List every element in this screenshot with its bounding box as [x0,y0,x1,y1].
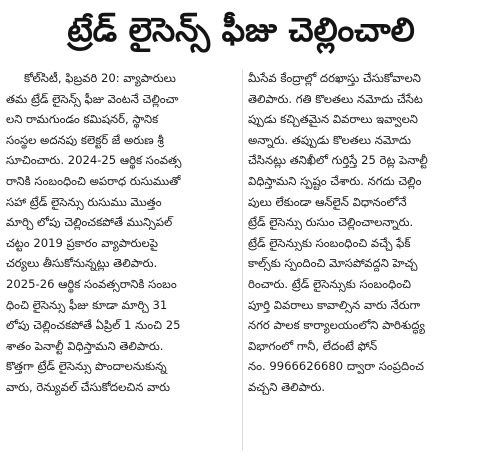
body-line: ట్రేడ్ లైసెన్సు రుసుం చెల్లించాలన్నారు. [248,215,414,230]
body-line: తెలిపారు. గతి కొలతలు నమోదు చేసేట [248,91,423,106]
article-body-right-column [248,68,480,398]
body-line: కొత్తగా ట్రేడ్ లైసెన్సు పొందాలనుకున్న [6,359,167,374]
body-line: తమ ట్రేడ్ లైసెన్స్ ఫీజు వెంటనే చెల్లించా [6,91,179,106]
body-line: పూర్తి వివరాలు కావాల్సిన వారు నేరుగా [248,297,421,312]
body-line: కాల్స్‌కు స్పందించి మోసపోవద్దని హెచ్చ [248,256,418,271]
body-line: సూచించారు. 2024-25 ఆర్థిక సంవత్స [6,153,182,168]
article-headline: ట్రేడ్ లైసెన్స్ ఫీజు చెల్లించాలి [67,10,415,49]
body-line: పులు లేకుండా ఆన్‌లైన్ విధానంలోనే [248,194,407,209]
body-line: కోల్‌సిటీ, ఫిబ్రవరి 20: వ్యాపారులు [24,71,176,85]
body-line: విధిస్తామని స్పష్టం చేశారు. నగదు చెల్లిం [248,173,422,188]
body-line: ట్రేడ్ లైసెన్సుకు సంబంధించి వచ్చే ఫేక్ [248,235,411,250]
body-line: నగర పాలక కార్యాలయంలోని పారిశుద్ధ్య [248,318,425,333]
body-line: చట్టం 2019 ప్రకారం వ్యాపారులపై [6,235,159,250]
body-line: చర్యలు తీసుకోనున్నట్లు తెలిపారు. [6,256,158,271]
body-line: అన్నారు. తప్పుడు కొలతలు నమోదు [248,132,412,147]
body-line: సహా ట్రేడ్ లైసెన్సు రుసుము మొత్తం [6,194,162,209]
cropped-next-article-edge [60,452,420,460]
body-line: 2025-26 ఆర్థిక సంవత్సరానికి సంబం [6,276,177,291]
body-line: వారు, రెన్యువల్ చేసుకోదలచిన వారు [6,379,171,394]
body-line: లని రామగుండం కమిషనర్, స్థానిక [6,112,159,127]
body-line: మీసేవ కేంద్రాల్లో దరఖాస్తు చేసుకోవాలని [248,71,421,85]
body-line: శాతం పెనాల్టీ విధిస్తామని తెలిపారు. [6,338,164,353]
article-body-left-column [6,68,238,398]
body-line: లోపు చెల్లించకపోతే ఏప్రిల్ 1 నుంచి 25 [6,318,181,333]
body-line: ప్పుడు కచ్చితమైన వివరాలు ఇవ్వాలని [248,112,418,127]
body-line: సంస్థల అదనపు కలెక్టర్ జే అరుణ శ్రీ [6,132,164,147]
body-line: విభాగంలో గానీ, లేదంటే ఫోన్ [248,338,378,353]
body-line: మార్చి లోపు చెల్లించకపోతే మున్సిపల్ [6,215,173,230]
body-line: వచ్చని తెలిపారు. [248,379,326,394]
body-line: రానికి సంబంధించి అపరాధ రుసుముతో [6,173,181,188]
body-line: రించారు. ట్రేడ్ లైసెన్సుకు సంబంధించి [248,276,412,291]
body-line: చేసినట్లు తనిఖీలో గుర్తిస్తే 25 రెట్ల పెనాల్టీ [248,153,428,168]
column-divider [242,70,243,450]
body-line: నం. 9966626680 ద్వారా సంప్రదించ [248,359,424,374]
body-line: ధించి లైసెన్సు ఫీజు కూడా మార్చి 31 [6,297,168,312]
